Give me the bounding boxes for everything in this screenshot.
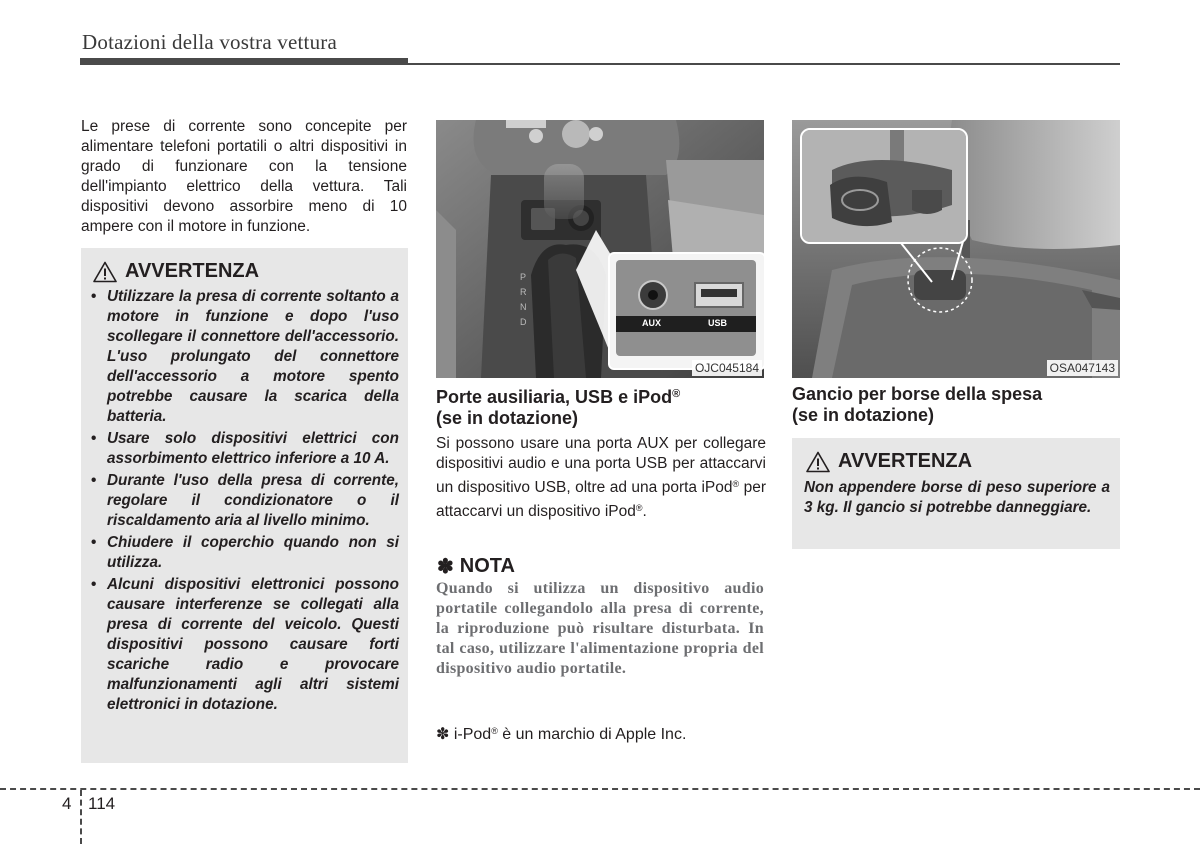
image-code: OSA047143	[1047, 360, 1118, 376]
hook-detail-inset	[800, 128, 968, 244]
hook-detail-graphic	[802, 130, 966, 242]
trademark-asterisk-icon: ✽	[436, 726, 450, 743]
footer-dashed-divider	[80, 790, 82, 844]
warning-list	[89, 287, 399, 717]
trademark-text: i-Pod	[449, 726, 492, 743]
chapter-number: 4	[62, 794, 72, 813]
intro-paragraph: Le prese di corrente sono concepite per alimentare telefoni portatili o altri dispositivi in grado di funzionare con la tensione dell'impianto elettrico della vettura. Tali dispositivi devono assorbire meno di 10 ampere con il motore in funzione.	[81, 118, 407, 235]
warning-heading	[93, 260, 259, 283]
warning-box-hook	[792, 438, 1120, 549]
registered-mark: ®	[672, 388, 681, 400]
page-number: 114	[88, 794, 116, 813]
shift-letters	[520, 270, 527, 330]
ports-body-text: Si possono usare una porta AUX per collegare dispositivi audio e una porta USB per attaccarvi un dispositivo USB, oltre ad una porta iPod	[436, 435, 766, 496]
warning-title: AVVERTENZA	[838, 450, 973, 472]
ports-heading-text: Porte ausiliaria, USB e iPod	[436, 387, 673, 407]
warning-triangle-icon	[806, 451, 830, 473]
ports-body-text: .	[642, 503, 647, 520]
warning-text: Non appendere borse di peso superiore a 3 kg. Il gancio si potrebbe danneggiare.	[804, 479, 1110, 516]
ports-panel	[616, 260, 756, 356]
aux-port-icon	[638, 280, 668, 310]
ports-detail-inset	[608, 252, 764, 370]
usb-label: USB	[708, 318, 728, 328]
shift-letter: D	[520, 317, 527, 327]
aux-label: AUX	[642, 318, 662, 328]
console-ports-illustration	[436, 120, 764, 378]
ports-heading	[436, 384, 766, 408]
trademark-note	[436, 721, 686, 745]
warning-item: • Chiudere il coperchio quando non si utilizza.	[89, 533, 399, 573]
ports-section	[436, 384, 766, 522]
warning-heading	[806, 450, 972, 473]
ports-body-text: per attaccarvi un dispositivo iPod	[436, 479, 766, 520]
hook-heading: Gancio per borse della spesa	[792, 384, 1043, 404]
ports-label-strip	[616, 316, 756, 332]
warning-box-power-outlet	[81, 248, 408, 763]
nota-title: NOTA	[459, 555, 515, 577]
warning-title: AVVERTENZA	[125, 260, 260, 282]
registered-mark: ®	[635, 503, 643, 513]
warning-item: • Alcuni dispositivi elettronici possono causare interferenze se collegati alla presa di corrente del veicolo. Questi dispositivi possono causare forti scariche radio e provocare malfunzionamenti agli altri sistemi elettronici in dotazione.	[89, 575, 399, 715]
shift-letter: P	[520, 272, 527, 282]
hook-section	[792, 384, 1122, 426]
registered-mark: ®	[732, 479, 740, 489]
header-rule-thin	[408, 63, 1120, 65]
shopping-hook-illustration	[792, 120, 1120, 378]
warning-item: • Durante l'uso della presa di corrente, regolare il condizionatore o il riscaldamento aria al livello minimo.	[89, 471, 399, 531]
warning-item: • Usare solo dispositivi elettrici con assorbimento elettrico inferiore a 10 A.	[89, 429, 399, 469]
shift-letter: R	[520, 287, 527, 297]
image-code: OJC045184	[692, 360, 762, 376]
trademark-text: è un marchio di Apple Inc.	[497, 726, 687, 743]
warning-triangle-icon	[93, 261, 117, 283]
shift-letter: N	[520, 302, 527, 312]
footer-dashed-rule	[0, 788, 1200, 790]
hook-heading-sub: (se in dotazione)	[792, 405, 935, 425]
page-header-title: Dotazioni della vostra vettura	[82, 30, 337, 54]
usb-port-icon	[694, 282, 744, 308]
ports-heading-sub: (se in dotazione)	[436, 408, 579, 428]
registered-mark: ®	[491, 726, 498, 736]
ports-body	[436, 434, 766, 522]
nota-heading	[437, 554, 515, 579]
header-rule-thick	[80, 58, 408, 65]
warning-item: • Utilizzare la presa di corrente soltanto a motore in funzione e dopo l'uso scollegare il connettore dell'accessorio. L'uso prolungato del connettore dell'accessorio a motore spento potrebbe causare la scarica della batteria.	[89, 287, 399, 427]
nota-text: Quando si utilizza un dispositivo audio portatile collegandolo alla presa di corrente, la riproduzione può risultare disturbata. In tal caso, utilizzare l'alimentazione propria del dispositivo audio portatile.	[436, 580, 764, 677]
nota-asterisk-icon: ✽	[437, 556, 454, 578]
